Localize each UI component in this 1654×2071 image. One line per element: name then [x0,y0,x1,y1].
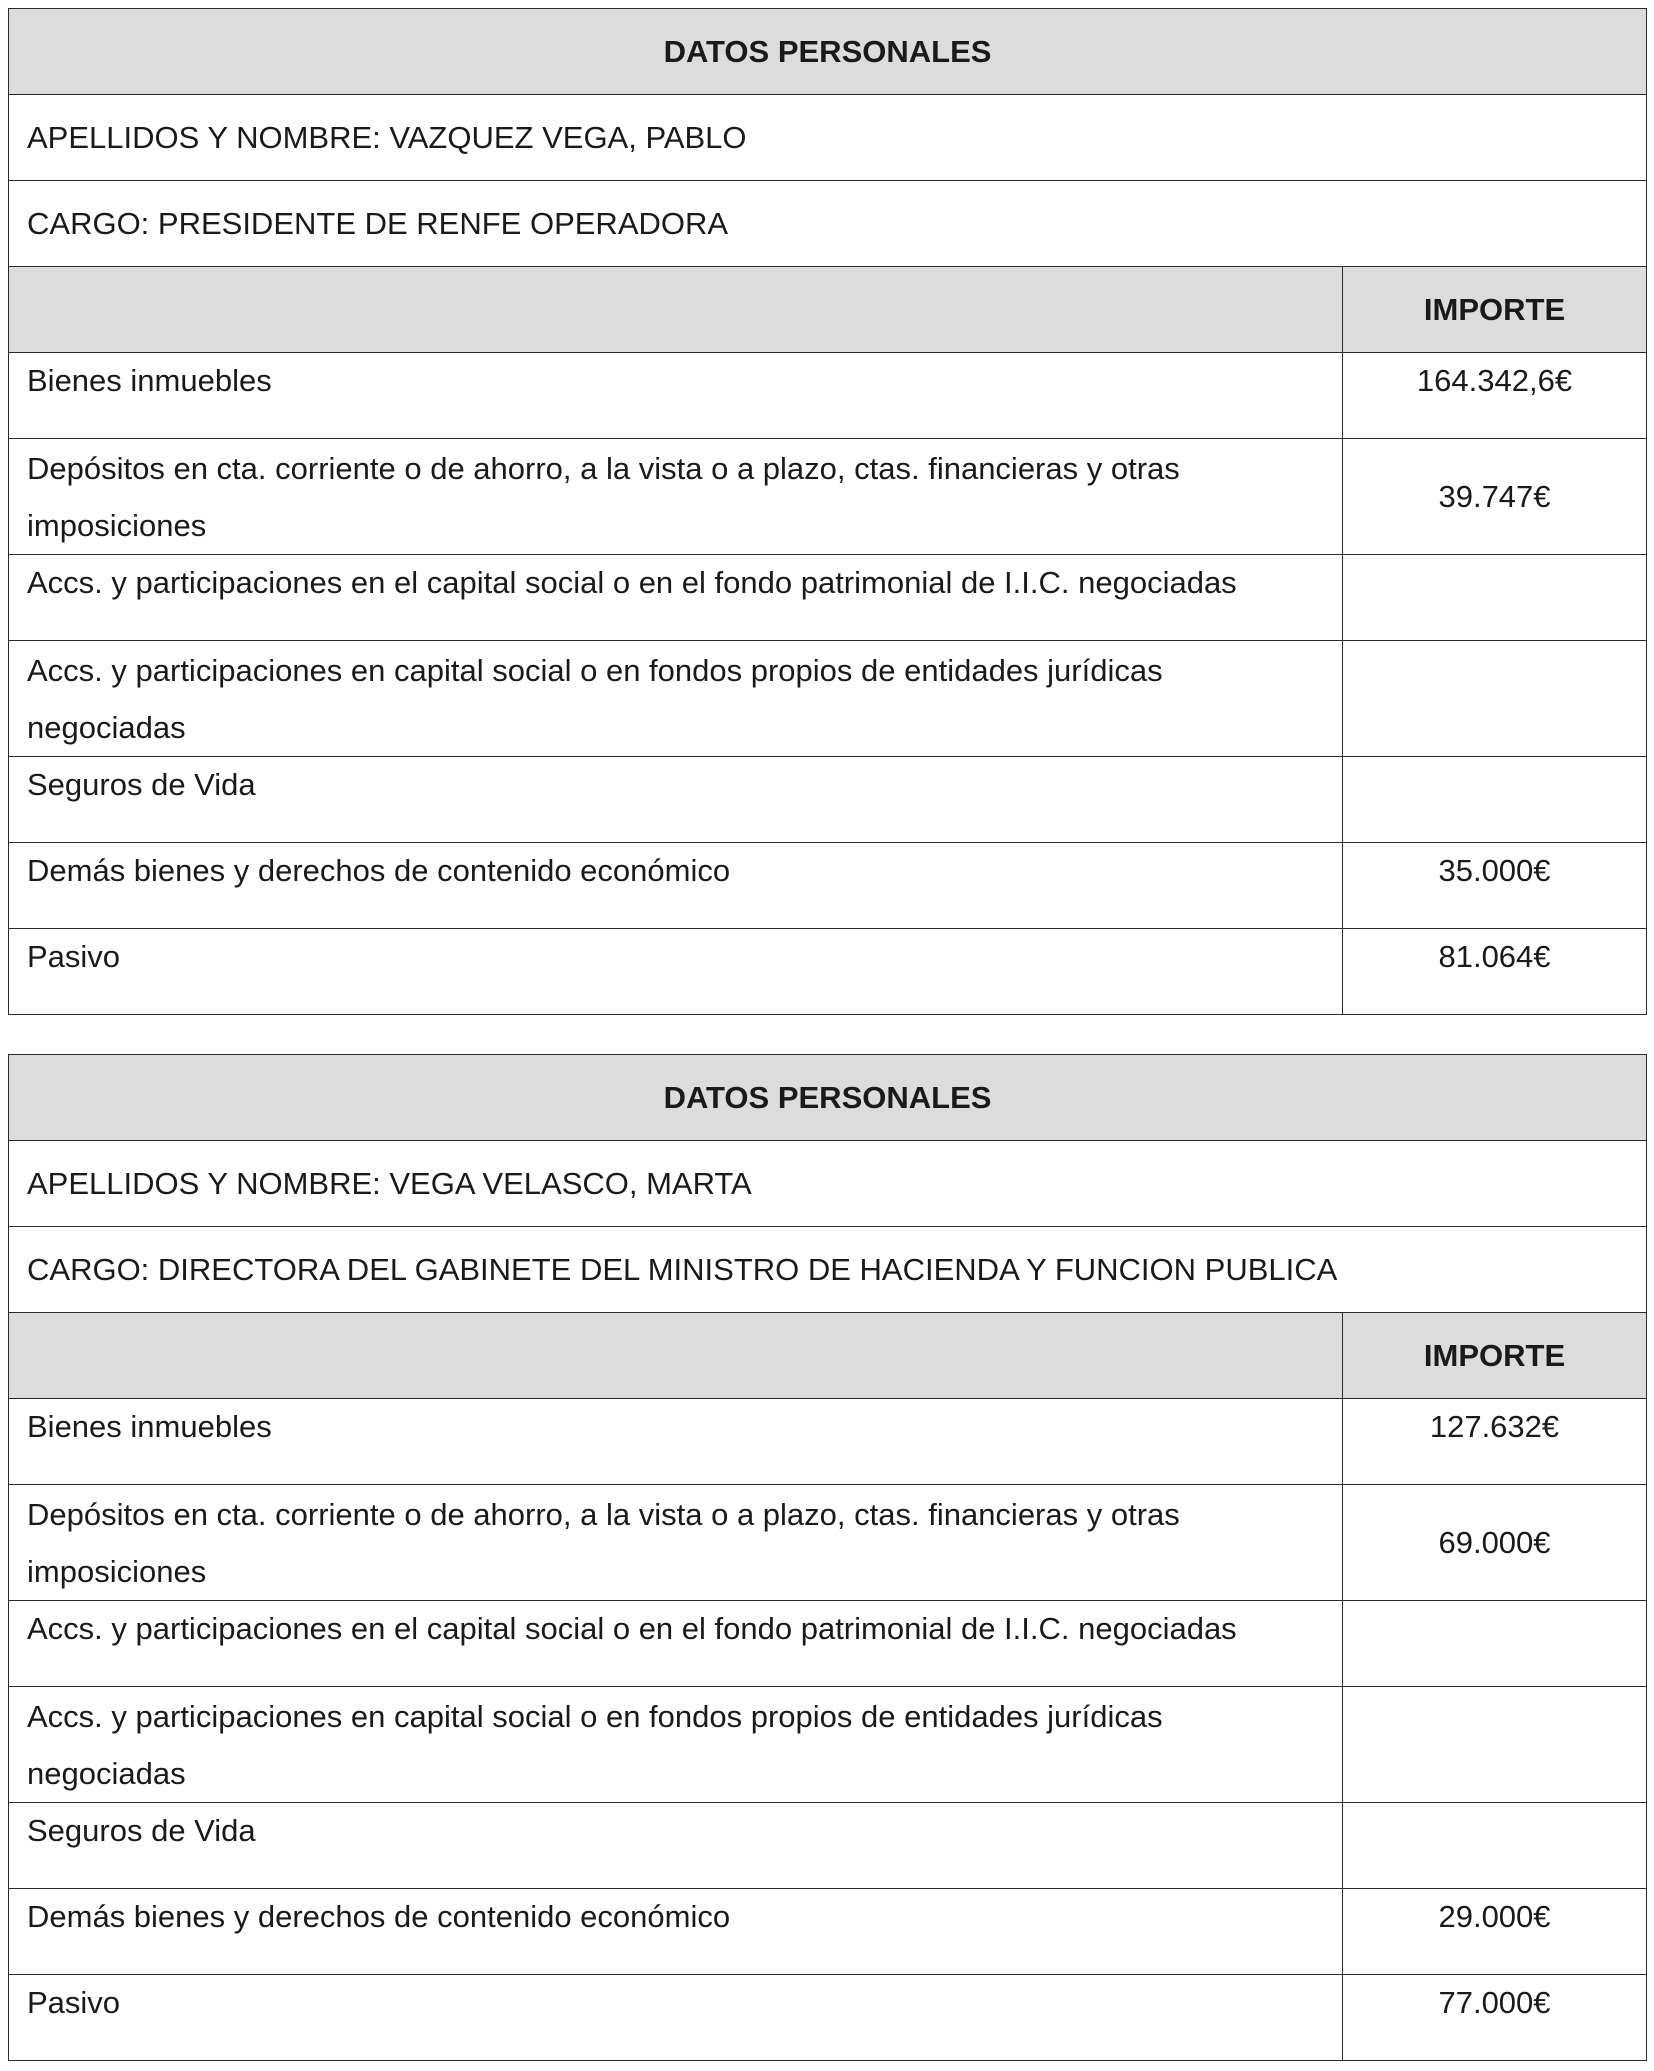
column-header-row [9,267,1647,353]
position-field: CARGO: PRESIDENTE DE RENFE OPERADORA [9,181,1647,267]
table-row [9,843,1647,929]
row-amount: 29.000€ [1343,1889,1647,1975]
table-row [9,1803,1647,1889]
concept-column-header [9,267,1343,353]
name-field: APELLIDOS Y NOMBRE: VEGA VELASCO, MARTA [9,1141,1647,1227]
cargo-row [9,181,1647,267]
row-label: Pasivo [9,1975,1343,2061]
table-row [9,1485,1647,1601]
row-amount [1343,1803,1647,1889]
row-amount [1343,1687,1647,1803]
row-label: Accs. y participaciones en capital social o en fondos propios de entidades jurídicas negociadas [9,1687,1343,1803]
name-row [9,1141,1647,1227]
table-row [9,1399,1647,1485]
row-label: Depósitos en cta. corriente o de ahorro, a la vista o a plazo, ctas. financieras y otras imposiciones [9,439,1343,555]
row-amount [1343,555,1647,641]
concept-column-header [9,1313,1343,1399]
table-row [9,439,1647,555]
section-title: DATOS PERSONALES [9,9,1647,95]
row-label: Accs. y participaciones en el capital social o en el fondo patrimonial de I.I.C. negociadas [9,1601,1343,1687]
amount-column-header: IMPORTE [1343,1313,1647,1399]
column-header-row [9,1313,1647,1399]
row-label: Accs. y participaciones en capital social o en fondos propios de entidades jurídicas negociadas [9,641,1343,757]
row-amount: 39.747€ [1343,439,1647,555]
declaration-table [8,1054,1647,2061]
row-amount: 127.632€ [1343,1399,1647,1485]
section-title: DATOS PERSONALES [9,1055,1647,1141]
position-field: CARGO: DIRECTORA DEL GABINETE DEL MINISTRO DE HACIENDA Y FUNCION PUBLICA [9,1227,1647,1313]
row-amount: 69.000€ [1343,1485,1647,1601]
row-amount [1343,641,1647,757]
table-row [9,1889,1647,1975]
amount-column-header: IMPORTE [1343,267,1647,353]
table-row [9,1601,1647,1687]
table-row [9,929,1647,1015]
name-row [9,95,1647,181]
table-row [9,757,1647,843]
row-label: Pasivo [9,929,1343,1015]
name-field: APELLIDOS Y NOMBRE: VAZQUEZ VEGA, PABLO [9,95,1647,181]
row-amount [1343,1601,1647,1687]
table-row [9,1975,1647,2061]
header-row [9,9,1647,95]
row-label: Bienes inmuebles [9,353,1343,439]
row-amount: 164.342,6€ [1343,353,1647,439]
header-row [9,1055,1647,1141]
table-row [9,353,1647,439]
row-label: Accs. y participaciones en el capital social o en el fondo patrimonial de I.I.C. negociadas [9,555,1343,641]
row-label: Demás bienes y derechos de contenido económico [9,1889,1343,1975]
row-amount: 77.000€ [1343,1975,1647,2061]
cargo-row [9,1227,1647,1313]
table-row [9,555,1647,641]
row-amount: 81.064€ [1343,929,1647,1015]
declaration-table [8,8,1647,1015]
row-label: Seguros de Vida [9,757,1343,843]
table-row [9,1687,1647,1803]
table-row [9,641,1647,757]
row-amount [1343,757,1647,843]
row-amount: 35.000€ [1343,843,1647,929]
row-label: Seguros de Vida [9,1803,1343,1889]
row-label: Demás bienes y derechos de contenido económico [9,843,1343,929]
row-label: Bienes inmuebles [9,1399,1343,1485]
row-label: Depósitos en cta. corriente o de ahorro, a la vista o a plazo, ctas. financieras y otras imposiciones [9,1485,1343,1601]
